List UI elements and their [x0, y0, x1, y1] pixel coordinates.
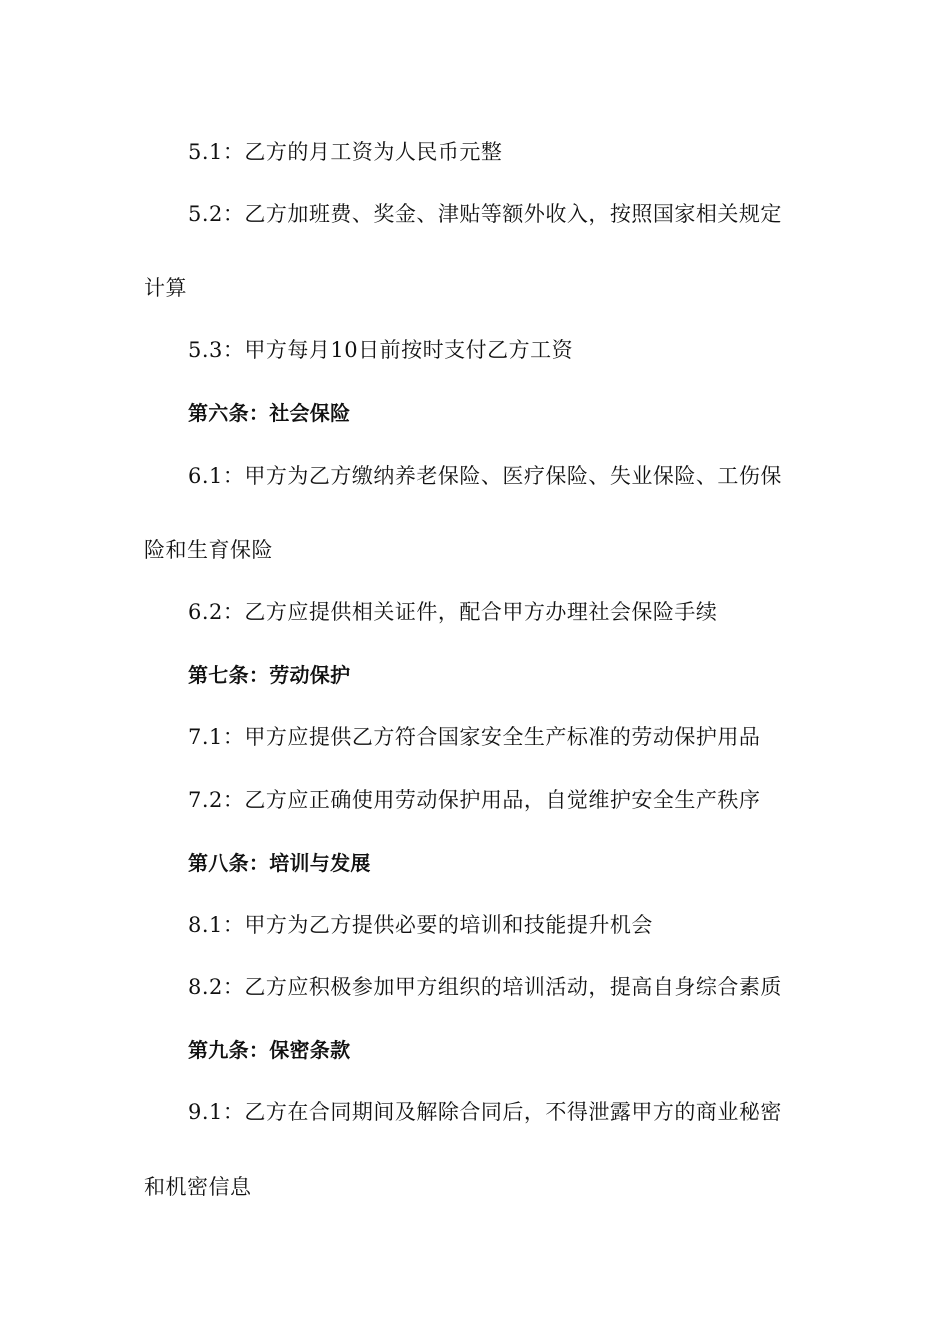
- clause-5-1: 5.1：乙方的月工资为人民币元整: [188, 140, 503, 164]
- clause-5-3: 5.3：甲方每月10日前按时支付乙方工资: [188, 338, 574, 362]
- section-heading-6: 第六条：社会保险: [188, 401, 351, 425]
- clause-6-1-continued: 险和生育保险: [144, 538, 273, 562]
- clause-9-1-continued: 和机密信息: [144, 1175, 252, 1199]
- clause-6-1: 6.1：甲方为乙方缴纳养老保险、医疗保险、失业保险、工伤保: [188, 464, 782, 488]
- section-heading-9: 第九条：保密条款: [188, 1038, 351, 1062]
- clause-6-2: 6.2：乙方应提供相关证件，配合甲方办理社会保险手续: [188, 600, 718, 624]
- clause-7-2: 7.2：乙方应正确使用劳动保护用品，自觉维护安全生产秩序: [188, 788, 761, 812]
- clause-5-2-continued: 计算: [144, 276, 187, 300]
- clause-5-2: 5.2：乙方加班费、奖金、津贴等额外收入，按照国家相关规定: [188, 202, 782, 226]
- clause-7-1: 7.1：甲方应提供乙方符合国家安全生产标准的劳动保护用品: [188, 725, 761, 749]
- clause-9-1: 9.1：乙方在合同期间及解除合同后，不得泄露甲方的商业秘密: [188, 1100, 782, 1124]
- clause-8-1: 8.1：甲方为乙方提供必要的培训和技能提升机会: [188, 913, 653, 937]
- section-heading-7: 第七条：劳动保护: [188, 663, 351, 687]
- clause-8-2: 8.2：乙方应积极参加甲方组织的培训活动，提高自身综合素质: [188, 975, 782, 999]
- section-heading-8: 第八条：培训与发展: [188, 851, 371, 875]
